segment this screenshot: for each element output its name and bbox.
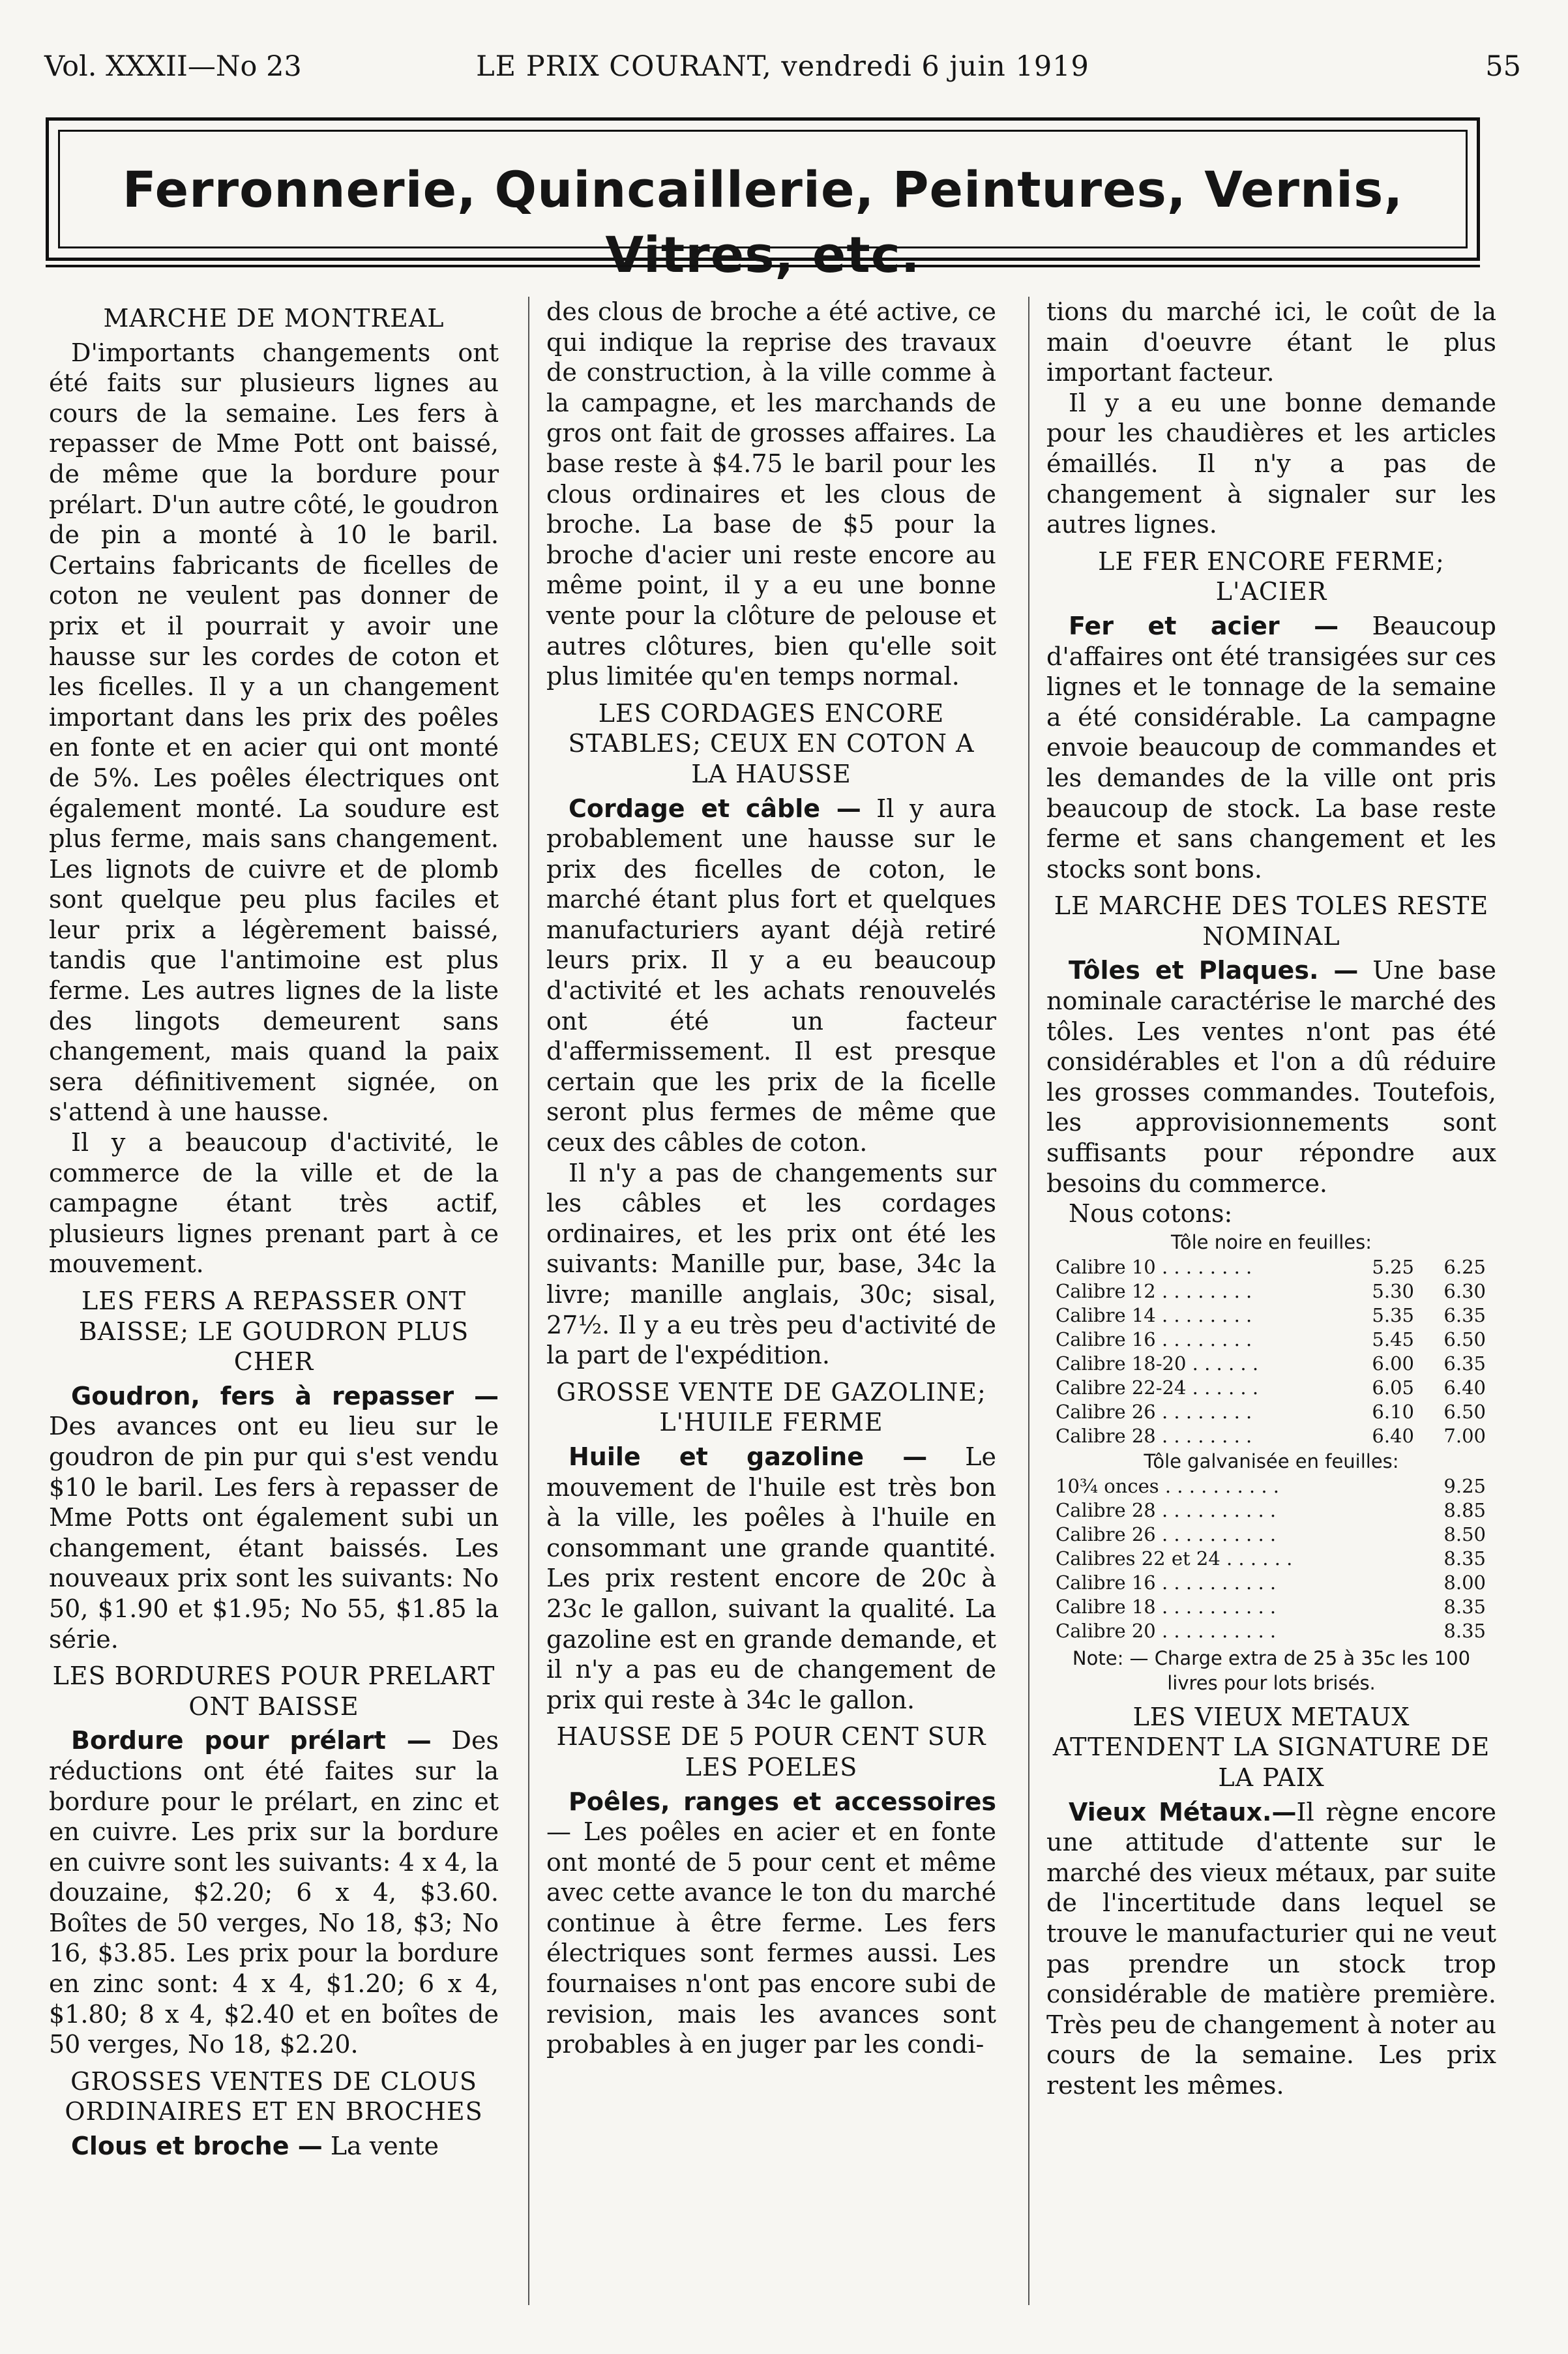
run-in-heading-bordure: Bordure pour prélart — (71, 1726, 432, 1755)
paragraph-huile (546, 1442, 996, 1715)
price: 8.00 (1443, 1571, 1486, 1594)
price: 8.35 (1443, 1547, 1486, 1570)
text-goudron: Des avances ont eu lieu sur le goudron de pin pur qui s'est vendu $10 le baril. Les fers à repasser de Mme Potts ont également subi un changement, étant baissés. Les nouveaux prix sont les suivants: No 50, $1.90 et $1.95; No 55, $1.85 la série. (49, 1412, 499, 1654)
table-row (1056, 1424, 1486, 1448)
paragraph-goudron (49, 1381, 499, 1654)
price-b: 7.00 (1443, 1424, 1486, 1447)
table-row (1056, 1328, 1486, 1352)
heading-vieux-metaux: LES VIEUX METAUX ATTENDENT LA SIGNATURE DE LA PAIX (1052, 1702, 1490, 1792)
heading-toles: LE MARCHE DES TOLES RESTE NOMINAL (1054, 891, 1489, 951)
price: 8.85 (1443, 1498, 1486, 1521)
row-label: Calibre 16 . . . . . . . . (1056, 1328, 1252, 1350)
row-label: Calibre 10 . . . . . . . . (1056, 1255, 1252, 1278)
column-2 (546, 297, 996, 2060)
paragraph-poeles-cont: tions du marché ici, le coût de la main d'oeuvre étant le plus important facteur. (1046, 297, 1496, 387)
heading-fers-repasser: LES FERS A REPASSER ONT BAISSE; LE GOUDRON PLUS CHER (78, 1287, 469, 1377)
run-in-heading-vieux: Vieux Métaux.— (1069, 1797, 1297, 1826)
price-a: 5.25 (1372, 1255, 1414, 1278)
run-in-heading-fer: Fer et acier — (1069, 611, 1339, 640)
price-b: 6.30 (1443, 1279, 1486, 1302)
price-a: 6.05 (1372, 1376, 1414, 1399)
text-huile: Le mouvement de l'huile est très bon à la ville, les poêles à l'huile en consommant une grande quantité. Les prix restent encore de 20c à 23c le gallon, suivant la qualité. La gazoline est en grande demande, et il n'y a pas eu de changement de prix qui reste à 34c le gallon. (546, 1442, 996, 1714)
table-row (1056, 1279, 1486, 1304)
heading-gazoline: GROSSE VENTE DE GAZOLINE; L'HUILE FERME (556, 1377, 986, 1437)
text-poeles: — Les poêles en acier et en fonte ont monté de 5 pour cent et même avec cette avance le ton du marché continue à être ferme. Les fers électriques sont fermes aussi. Les fournaises n'ont pas encore subi de revision, mais les avances sont probables à en juger par les condi- (546, 1817, 996, 2059)
text-vieux: Il règne encore une attitude d'attente sur le marché des vieux métaux, par suite de l'incertitude dans lequel se trouve le manufacturier qui ne veut pas prendre un stock trop considérable de matière première. Très peu de changement à noter au cours de la semaine. Les prix restent les mêmes. (1046, 1797, 1496, 2100)
paragraph-cordage (546, 794, 996, 1158)
table-row (1056, 1547, 1486, 1571)
volume-number: Vol. XXXII—No 23 (44, 50, 302, 83)
text-fer: Beaucoup d'affaires ont été transigées sur ces lignes et le tonnage de la semaine a été considérable. La campagne envoie beaucoup de commandes et les demandes de la ville ont pris beaucoup de stock. La base reste ferme et sans changement et les stocks sont bons. (1046, 611, 1496, 884)
paragraph-nous-cotons: Nous cotons: (1069, 1199, 1233, 1229)
table-row (1056, 1619, 1486, 1643)
row-label: Calibre 14 . . . . . . . . (1056, 1304, 1252, 1326)
run-in-heading-huile: Huile et gazoline — (569, 1442, 928, 1471)
text-bordure: Des réductions ont été faites sur la bordure pour le prélart, en zinc et en cuivre. Les prix sur la bordure en cuivre sont les suivants: 4 x 4, la douzaine, $2.20; 6 x 4, $3.60. Boîtes de 50 verges, No 18, $3; No 16, $3.85. Les prix pour la bordure en zinc sont: 4 x 4, $1.20; 6 x 4, $1.80; 8 x 4, $2.40 et en boîtes de 50 verges, No 18, $2.20. (49, 1726, 499, 2059)
run-in-heading-poeles: Poêles, ranges et accessoires (569, 1787, 996, 1816)
paragraph-toles (1046, 955, 1496, 1199)
price-table-tole-galvanisee (1056, 1474, 1486, 1643)
row-label: Calibre 12 . . . . . . . . (1056, 1279, 1252, 1302)
row-label: Calibre 26 . . . . . . . . (1056, 1400, 1252, 1423)
row-label: Calibre 20 . . . . . . . . . . (1056, 1619, 1277, 1642)
paragraph-poeles (546, 1787, 996, 2060)
table-row (1056, 1523, 1486, 1547)
price-b: 6.25 (1443, 1255, 1486, 1278)
price-a: 6.10 (1372, 1400, 1414, 1423)
column-rule-left (528, 297, 529, 2305)
heading-cordages: LES CORDAGES ENCORE STABLES; CEUX EN COTON A LA HAUSSE (568, 698, 975, 788)
row-label: Calibre 26 . . . . . . . . . . (1056, 1523, 1277, 1545)
paragraph-cordage-2: Il n'y a pas de changements sur les câbles et les cordages ordinaires, et les prix ont été les suivants: Manille pur, base, 34c la livre; manille anglais, 30c; sisal, 27½. Il y a eu très peu d'activité de la part de l'expédition. (546, 1158, 996, 1370)
price: 8.50 (1443, 1523, 1486, 1545)
section-title: Ferronnerie, Quincaillerie, Peintures, Vernis, Vitres, etc. (122, 160, 1404, 284)
paragraph-intro: D'importants changements ont été faits sur plusieurs lignes au cours de la semaine. Les fers à repasser de Mme Pott ont baissé, de même que la bordure pour prélart. D'un autre côté, le goudron de pin a monté à 10 le baril. Certains fabricants de ficelles de coton ne veulent pas donner de prix et il pourrait y avoir une hausse sur les cordes de coton et les ficelles. Il y a un changement important dans les prix des poêles en fonte et en acier qui ont monté de 5%. Les poêles électriques ont également monté. La soudure est plus ferme, mais sans changement. Les lignots de cuivre et de plomb sont quelque peu plus faciles et leur prix a légèrement baissé, tandis que l'antimoine est plus ferme. Les autres lignes de la liste des lingots demeurent sans changement, mais quand la paix sera définitivement signée, on s'attend à une hausse. (49, 338, 499, 1127)
journal-title: LE PRIX COURANT, vendredi 6 juin 1919 (476, 50, 1089, 83)
page-number: 55 (1485, 50, 1521, 83)
row-label: Calibre 18 . . . . . . . . . . (1056, 1595, 1277, 1618)
column-3 (1046, 297, 1496, 2101)
table-caption-tole-galvanisee: Tôle galvanisée en feuilles: (1144, 1450, 1399, 1472)
paragraph-clous-start (49, 2131, 499, 2162)
table-row (1056, 1595, 1486, 1619)
row-label: Calibre 18-20 . . . . . . (1056, 1352, 1259, 1375)
row-label: Calibre 28 . . . . . . . . . . (1056, 1498, 1277, 1521)
price-b: 6.50 (1443, 1400, 1486, 1423)
paragraph-chaudieres: Il y a eu une bonne demande pour les chaudières et les articles émaillés. Il n'y a pas de changement à signaler sur les autres lignes. (1046, 388, 1496, 539)
run-in-heading-toles: Tôles et Plaques. — (1069, 956, 1359, 985)
paragraph-activite: Il y a beaucoup d'activité, le commerce de la ville et de la campagne étant très actif, plusieurs lignes prenant part à ce mouvement. (49, 1128, 499, 1279)
table-row (1056, 1255, 1486, 1279)
price-table-tole-noire (1056, 1255, 1486, 1448)
price: 8.35 (1443, 1595, 1486, 1618)
price-b: 6.35 (1443, 1304, 1486, 1326)
heading-fer-acier: LE FER ENCORE FERME; L'ACIER (1098, 546, 1445, 606)
price-b: 6.50 (1443, 1328, 1486, 1350)
table-note: Note: — Charge extra de 25 à 35c les 100 livres pour lots brisés. (1072, 1646, 1471, 1694)
run-in-heading-cordage: Cordage et câble — (569, 794, 861, 823)
row-label: Calibres 22 et 24 . . . . . . (1056, 1547, 1293, 1570)
column-rule-right (1028, 297, 1029, 2305)
heading-hausse-poeles: HAUSSE DE 5 POUR CENT SUR LES POELES (556, 1722, 986, 1781)
price-a: 5.35 (1372, 1304, 1414, 1326)
running-head (44, 47, 1521, 86)
text-clous-start: La vente (330, 2132, 439, 2161)
row-label: Calibre 22-24 . . . . . . (1056, 1376, 1259, 1399)
table-row (1056, 1376, 1486, 1400)
price: 8.35 (1443, 1619, 1486, 1642)
table-row (1056, 1498, 1486, 1523)
heading-bordures: LES BORDURES POUR PRELART ONT BAISSE (52, 1661, 496, 1721)
column-1 (49, 297, 499, 2162)
table-caption-tole-noire: Tôle noire en feuilles: (1170, 1230, 1372, 1253)
price-b: 6.35 (1443, 1352, 1486, 1375)
text-cordage: Il y aura probablement une hausse sur le prix des ficelles de coton, le marché étant plus fort et quelques manufacturiers ayant déjà retiré leurs prix. Il y a eu beaucoup d'activité et les achats renouvelés ont été un facteur d'affermissement. Il est presque certain que les prix de la ficelle seront plus fermes de même que ceux des câbles de coton. (546, 794, 996, 1157)
table-row (1056, 1304, 1486, 1328)
run-in-heading-goudron: Goudron, fers à repasser — (71, 1381, 499, 1410)
price-a: 5.30 (1372, 1279, 1414, 1302)
section-banner (46, 117, 1480, 284)
paragraph-clous-cont: des clous de broche a été active, ce qui indique la reprise des travaux de construction, à la ville comme à la campagne, et les marchands de gros ont fait de grosses affaires. La base reste à $4.75 le baril pour les clous ordinaires et les clous de broche. La base de $5 pour la broche d'acier uni reste encore au même point, il y a eu une bonne vente pour la clôture de pelouse et autres clôtures, bien qu'elle soit plus limitée qu'en temps normal. (546, 297, 996, 691)
row-label: Calibre 16 . . . . . . . . . . (1056, 1571, 1277, 1594)
banner-underline (46, 265, 1480, 267)
price: 9.25 (1443, 1474, 1486, 1497)
heading-marche-montreal: MARCHE DE MONTREAL (103, 304, 445, 333)
row-label: 10¾ onces . . . . . . . . . . (1056, 1474, 1280, 1497)
table-row (1056, 1474, 1486, 1498)
row-label: Calibre 28 . . . . . . . . (1056, 1424, 1252, 1447)
text-toles: Une base nominale caractérise le marché des tôles. Les ventes n'ont pas été considérables et l'on a dû réduire les grosses commandes. Toutefois, les approvisionnements sont suffisants pour répondre aux besoins du commerce. (1046, 956, 1496, 1198)
price-a: 6.40 (1372, 1424, 1414, 1447)
price-a: 6.00 (1372, 1352, 1414, 1375)
table-row (1056, 1352, 1486, 1376)
heading-clous: GROSSES VENTES DE CLOUS ORDINAIRES ET EN BROCHES (65, 2066, 483, 2126)
table-row (1056, 1400, 1486, 1424)
paragraph-fer (1046, 611, 1496, 884)
paragraph-vieux-metaux (1046, 1797, 1496, 2101)
price-a: 5.45 (1372, 1328, 1414, 1350)
run-in-heading-clous: Clous et broche — (71, 2132, 323, 2161)
price-b: 6.40 (1443, 1376, 1486, 1399)
table-row (1056, 1571, 1486, 1595)
paragraph-bordure (49, 1725, 499, 2060)
